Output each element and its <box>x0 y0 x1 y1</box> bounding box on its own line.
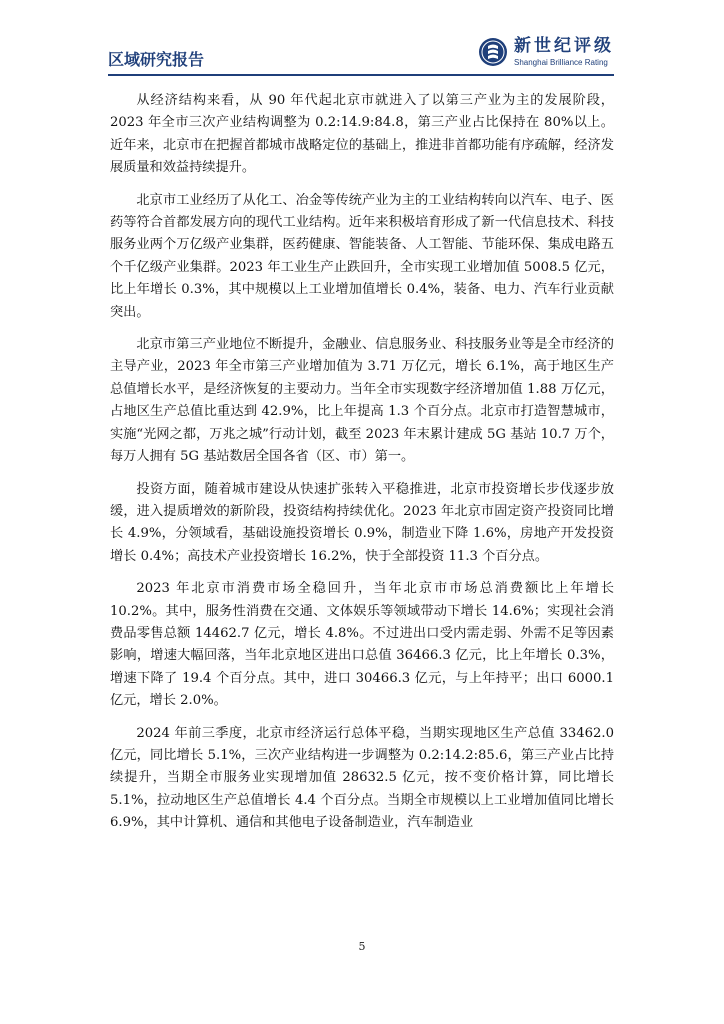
header-divider <box>108 74 614 76</box>
paragraph-economic-structure: 从经济结构来看，从 90 年代起北京市就进入了以第三产业为主的发展阶段，2023 年全市三次产业结构调整为 0.2:14.9:84.8，第三产业占比保持在 80%以上。近年来，北京市在把握首都城市战略定位的基础上，推进非首都功能有序疏解，经济发展质量和效益持续提升。 <box>110 93 614 176</box>
paragraph-2024-q1-q3: 2024 年前三季度，北京市经济运行总体平稳，当期实现地区生产总值 33462.0 亿元，同比增长 5.1%，三次产业结构进一步调整为 0.2:14.2:85.6，第三产业占比持续提升，当期全市服务业实现增加值 28632.5 亿元，按不变价格计算，同比增长 5.1%，拉动地区生产总值增长 4.4 个百分点。当期全市规模以上工业增加值同比增长 6.9%，其中计算机、通信和其他电子设备制造业，汽车制造业 <box>110 725 614 831</box>
report-body <box>110 90 614 845</box>
paragraph-industry: 北京市工业经历了从化工、冶金等传统产业为主的工业结构转向以汽车、电子、医药等符合首都发展方向的现代工业结构。近年来积极培育形成了新一代信息技术、科技服务业两个万亿级产业集群，医药健康、智能装备、人工智能、节能环保、集成电路五个千亿级产业集群。2023 年工业生产止跌回升，全市实现工业增加值 5008.5 亿元，比上年增长 0.3%，其中规模以上工业增加值增长 0.4%，装备、电力、汽车行业贡献突出。 <box>110 192 614 320</box>
brand-emblem-icon <box>478 37 508 67</box>
paragraph-investment: 投资方面，随着城市建设从快速扩张转入平稳推进，北京市投资增长步伐逐步放缓，进入提质增效的新阶段，投资结构持续优化。2023 年北京市固定资产投资同比增长 4.9%，分领域看，基础设施投资增长 0.9%，制造业下降 1.6%，房地产开发投资增长 0.4%；高技术产业投资增长 16.2%，快于全部投资 11.3 个百分点。 <box>110 481 614 564</box>
page-number: 5 <box>358 940 366 953</box>
report-category-title: 区域研究报告 <box>108 50 205 69</box>
page-header <box>108 34 614 74</box>
brand-logo <box>478 34 614 70</box>
brand-name-cn: 新世纪评级 <box>514 35 614 56</box>
paragraph-tertiary-sector: 北京市第三产业地位不断提升，金融业、信息服务业、科技服务业等是全市经济的主导产业，2023 年全市第三产业增加值为 3.71 万亿元，增长 6.1%，高于地区生产总值增长水平，是经济恢复的主要动力。当年全市实现数字经济增加值 1.88 万亿元，占地区生产总值比重达到 42.9%，比上年提高 1.3 个百分点。北京市打造智慧城市，实施“光网之都，万兆之城”行动计划，截至 2023 年末累计建成 5G 基站 10.7 万个，每万人拥有 5G 基站数居全国各省（区、市）第一。 <box>110 337 614 465</box>
paragraph-consumption-trade: 2023 年北京市消费市场全稳回升，当年北京市市场总消费额比上年增长 10.2%。其中，服务性消费在交通、文体娱乐等领域带动下增长 14.6%；实现社会消费品零售总额 14462.7 亿元，增长 4.8%。不过进出口受内需走弱、外需不足等因素影响，增速大幅回落，当年北京地区进出口总值 36466.3 亿元，比上年增长 0.3%，增速下降了 19.4 个百分点。其中，进口 30466.3 亿元，与上年持平；出口 6000.1 亿元，增长 2.0%。 <box>110 581 614 709</box>
brand-name-en: Shanghai Brilliance Rating <box>514 57 608 67</box>
